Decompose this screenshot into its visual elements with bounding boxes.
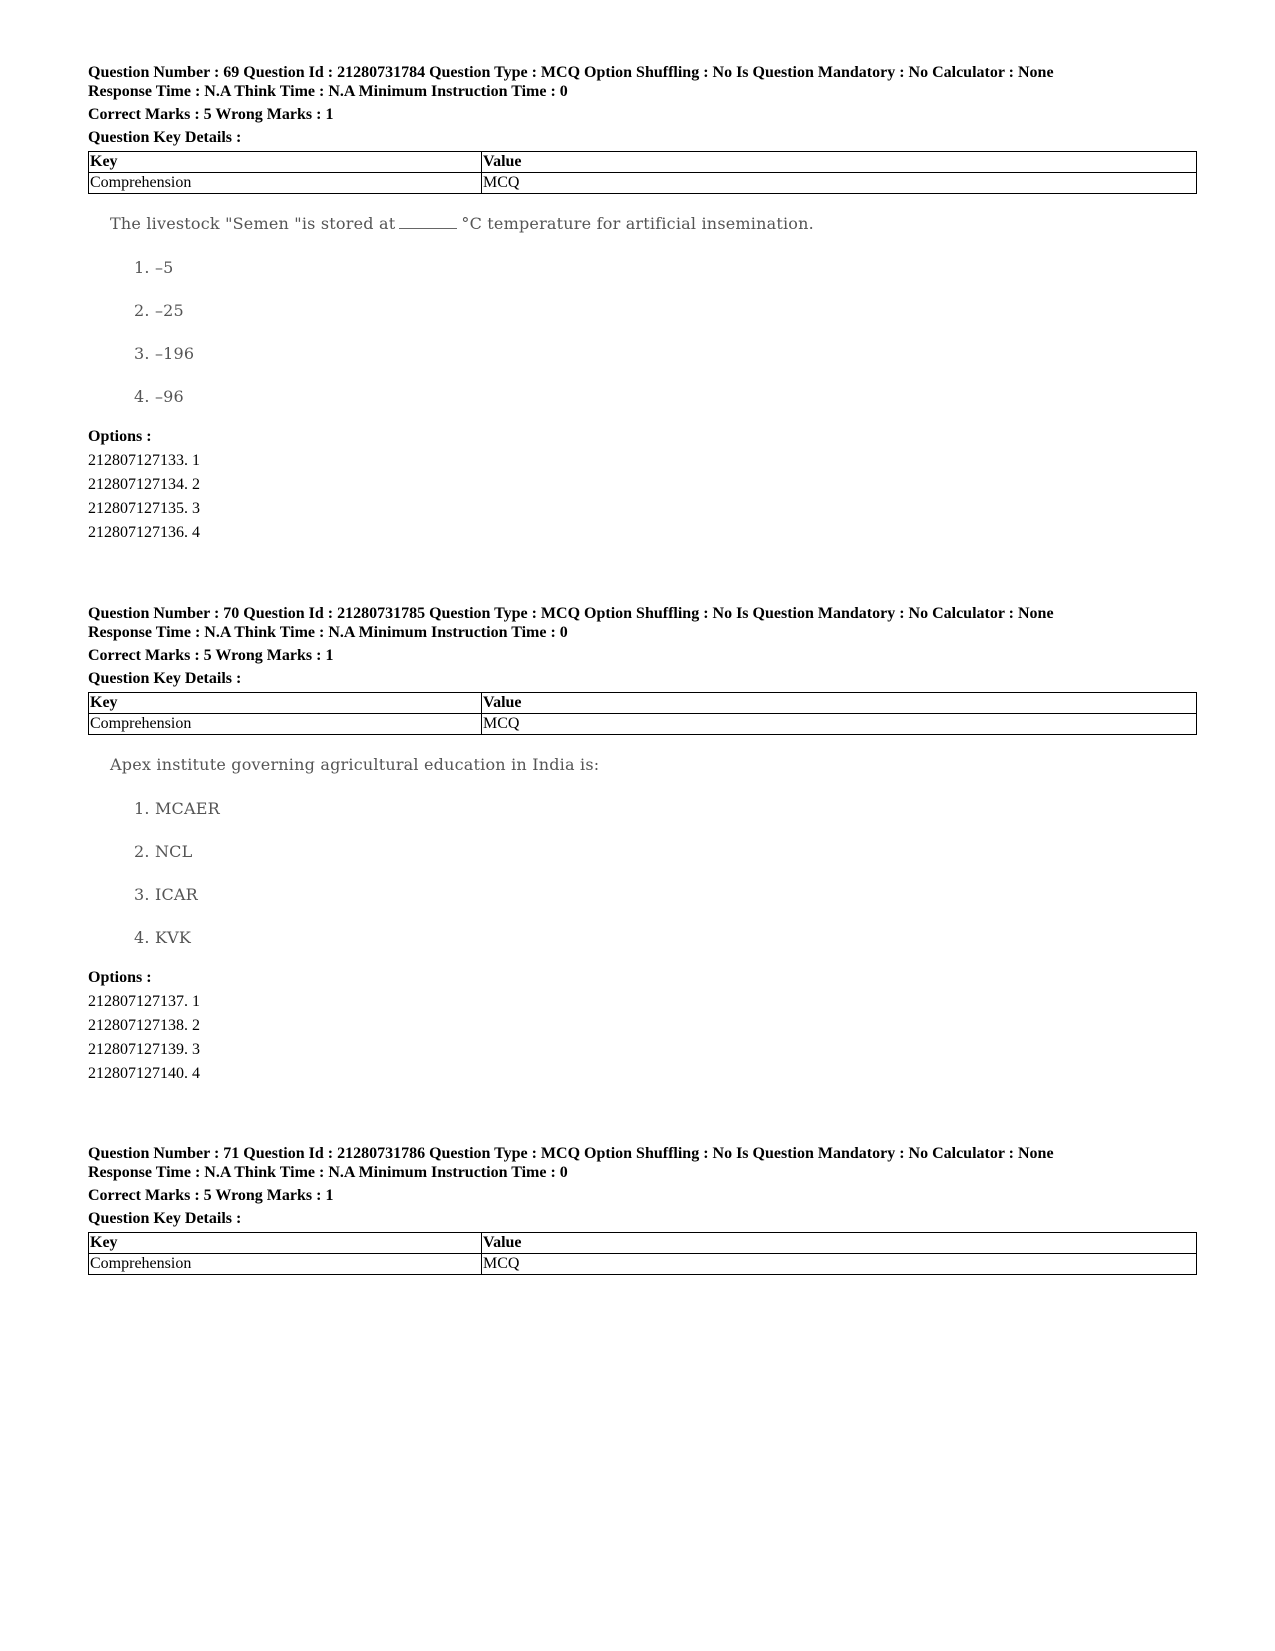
- value-cell: MCQ: [482, 714, 1197, 735]
- key-header-cell: Key: [89, 1233, 482, 1254]
- option-item: 212807127137. 1: [88, 993, 200, 1010]
- value-header-cell: Value: [482, 152, 1197, 173]
- key-header-cell: Key: [89, 693, 482, 714]
- table-header-row: [89, 152, 1197, 173]
- stem-text-before: The livestock "Semen "is stored at: [110, 214, 396, 233]
- choice-item: 2. NCL: [134, 842, 193, 861]
- question-marks: Correct Marks : 5 Wrong Marks : 1: [88, 1187, 334, 1204]
- key-cell: Comprehension: [89, 1254, 482, 1275]
- question-image: [110, 754, 1188, 948]
- key-cell: Comprehension: [89, 173, 482, 194]
- question-block-69: [88, 63, 1188, 545]
- value-header-cell: Value: [482, 1233, 1197, 1254]
- table-header-row: [89, 1233, 1197, 1254]
- table-row: [89, 1254, 1197, 1275]
- options-label: Options :: [88, 428, 152, 445]
- question-marks: Correct Marks : 5 Wrong Marks : 1: [88, 106, 334, 123]
- question-header: [88, 1144, 1188, 1228]
- options-list: [88, 425, 1188, 545]
- options-label: Options :: [88, 969, 152, 986]
- value-header-cell: Value: [482, 693, 1197, 714]
- table-row: [89, 173, 1197, 194]
- question-stem: Apex institute governing agricultural education in India is:: [110, 755, 600, 774]
- table-header-row: [89, 693, 1197, 714]
- option-item: 212807127139. 3: [88, 1041, 200, 1058]
- key-details-label: Question Key Details :: [88, 1210, 242, 1227]
- choice-item: 4. KVK: [134, 928, 192, 947]
- key-details-table: [88, 1232, 1197, 1275]
- stem-text-after: °C temperature for artificial insemination.: [461, 214, 814, 233]
- option-item: 212807127140. 4: [88, 1065, 200, 1082]
- options-list: [88, 966, 1188, 1086]
- key-details-table: [88, 151, 1197, 194]
- question-meta-line: Question Number : 71 Question Id : 21280731786 Question Type : MCQ Option Shuffling : No Is Question Mandatory : No Calculator : None: [88, 1145, 1054, 1162]
- question-meta-line: Question Number : 69 Question Id : 21280731784 Question Type : MCQ Option Shuffling : No Is Question Mandatory : No Calculator : None: [88, 64, 1054, 81]
- question-meta-line: Question Number : 70 Question Id : 21280731785 Question Type : MCQ Option Shuffling : No Is Question Mandatory : No Calculator : None: [88, 605, 1054, 622]
- option-item: 212807127134. 2: [88, 476, 200, 493]
- key-details-table: [88, 692, 1197, 735]
- option-item: 212807127136. 4: [88, 524, 200, 541]
- choice-item: 2. –25: [134, 301, 184, 320]
- question-block-70: [88, 604, 1188, 1086]
- value-cell: MCQ: [482, 173, 1197, 194]
- choice-item: 3. –196: [134, 344, 195, 363]
- question-timing-line: Response Time : N.A Think Time : N.A Minimum Instruction Time : 0: [88, 1164, 568, 1181]
- fill-blank: [399, 228, 457, 229]
- option-item: 212807127138. 2: [88, 1017, 200, 1034]
- question-header: [88, 63, 1188, 147]
- table-row: [89, 714, 1197, 735]
- choice-item: 1. –5: [134, 258, 174, 277]
- question-block-71: [88, 1144, 1188, 1275]
- choice-item: 1. MCAER: [134, 799, 220, 818]
- choice-item: 3. ICAR: [134, 885, 198, 904]
- question-stem: [110, 213, 1188, 235]
- question-timing-line: Response Time : N.A Think Time : N.A Minimum Instruction Time : 0: [88, 83, 568, 100]
- choice-item: 4. –96: [134, 387, 184, 406]
- option-item: 212807127133. 1: [88, 452, 200, 469]
- key-cell: Comprehension: [89, 714, 482, 735]
- key-details-label: Question Key Details :: [88, 129, 242, 146]
- key-header-cell: Key: [89, 152, 482, 173]
- option-item: 212807127135. 3: [88, 500, 200, 517]
- key-details-label: Question Key Details :: [88, 670, 242, 687]
- question-header: [88, 604, 1188, 688]
- question-image: [110, 213, 1188, 407]
- question-marks: Correct Marks : 5 Wrong Marks : 1: [88, 647, 334, 664]
- value-cell: MCQ: [482, 1254, 1197, 1275]
- question-timing-line: Response Time : N.A Think Time : N.A Minimum Instruction Time : 0: [88, 624, 568, 641]
